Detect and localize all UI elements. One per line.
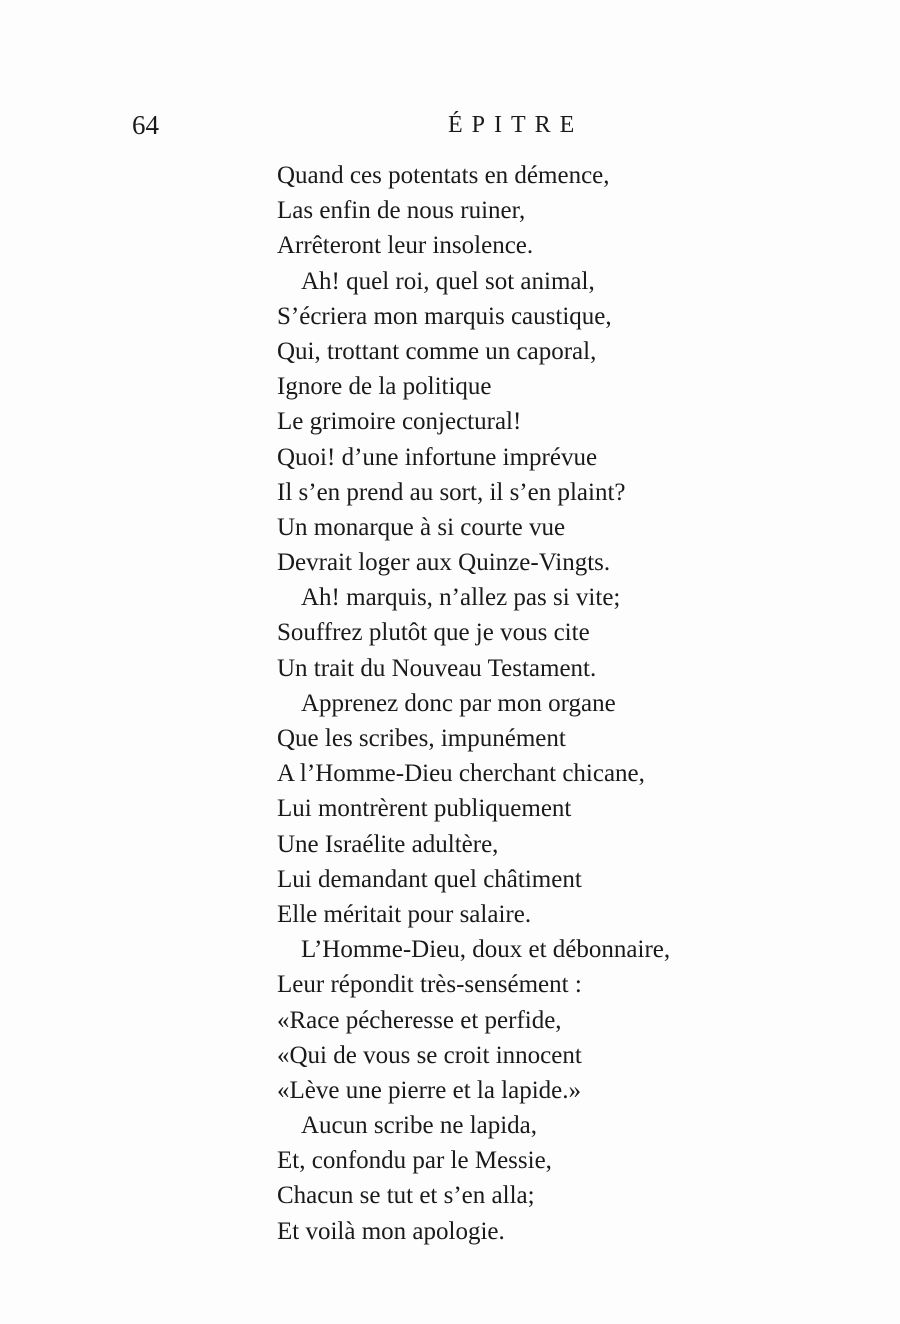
poem-line: «Race pécheresse et perfide,: [277, 1006, 562, 1034]
running-title: ÉPITRE: [448, 112, 584, 138]
poem-line: Ah! quel roi, quel sot animal,: [301, 267, 595, 295]
poem-text: [277, 158, 877, 1249]
poem-line: Un monarque à si courte vue: [277, 513, 566, 541]
poem-line: Il s’en prend au sort, il s’en plaint?: [277, 478, 626, 506]
poem-line: Chacun se tut et s’en alla;: [277, 1182, 535, 1210]
poem-line: Arrêteront leur insolence.: [277, 232, 534, 260]
page-number: 64: [132, 110, 159, 140]
poem-line: Quand ces potentats en démence,: [277, 162, 610, 189]
poem-line: Quoi! d’une infortune imprévue: [277, 443, 598, 471]
poem-line: A l’Homme-Dieu cherchant chicane,: [277, 760, 645, 788]
poem-line: Un trait du Nouveau Testament.: [277, 654, 597, 682]
poem-line: Lui montrèrent publiquement: [277, 795, 572, 823]
poem-line: Qui, trottant comme un caporal,: [277, 337, 597, 365]
poem-line: «Lève une pierre et la lapide.»: [277, 1076, 582, 1104]
poem-line: Ah! marquis, n’allez pas si vite;: [301, 584, 621, 612]
poem-line: Leur répondit très-sensément :: [277, 971, 582, 999]
poem-line: Et, confondu par le Messie,: [277, 1147, 552, 1175]
poem-line: «Qui de vous se croit innocent: [277, 1041, 582, 1069]
poem-line: Ignore de la politique: [277, 373, 492, 401]
poem-line: L’Homme-Dieu, doux et débonnaire,: [301, 936, 671, 964]
poem-line: Et voilà mon apologie.: [277, 1217, 505, 1245]
poem-line: Que les scribes, impunément: [277, 725, 566, 752]
poem-line: Las enfin de nous ruiner,: [277, 197, 526, 225]
poem-line: Une Israélite adultère,: [277, 830, 499, 858]
poem-line: Souffrez plutôt que je vous cite: [277, 619, 590, 647]
poem-line: Lui demandant quel châtiment: [277, 865, 582, 893]
poem-line: Apprenez donc par mon organe: [301, 689, 616, 717]
poem-line: Aucun scribe ne lapida,: [301, 1112, 538, 1140]
poem-line: Devrait loger aux Quinze-Vingts.: [277, 549, 611, 577]
poem-line: Le grimoire conjectural!: [277, 408, 522, 436]
poem-line: Elle méritait pour salaire.: [277, 900, 532, 928]
poem-line: S’écriera mon marquis caustique,: [277, 302, 612, 330]
